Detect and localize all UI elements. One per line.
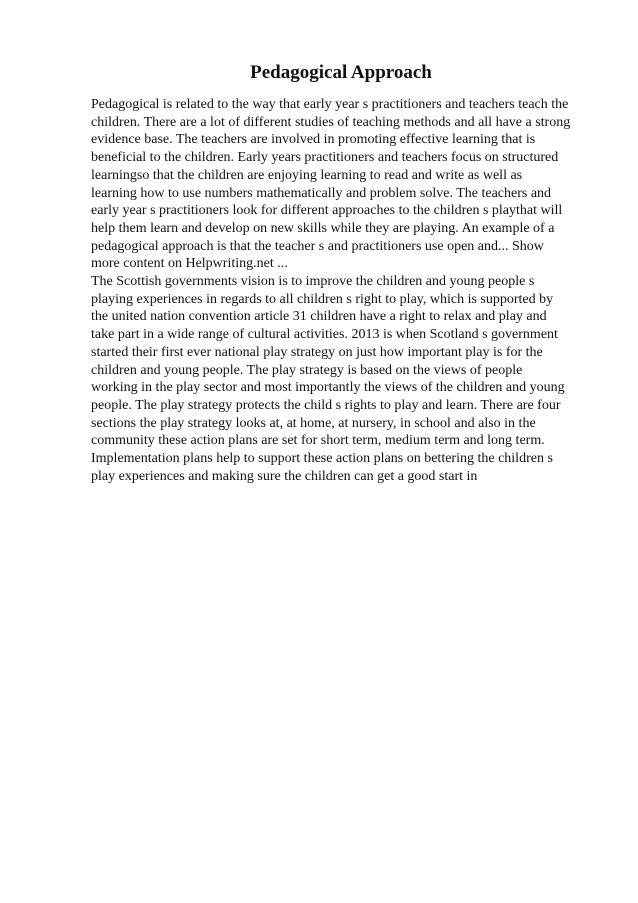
text-line: working in the play sector and most importantly the views of the children and young (91, 380, 565, 396)
text-line: learningso that the children are enjoying learning to read and write as well as (91, 167, 523, 183)
text-line: community these action plans are set for short term, medium term and long term. (91, 433, 545, 449)
document-title: Pedagogical Approach (250, 62, 432, 83)
text-line: take part in a wide range of cultural activities. 2013 is when Scotland s government (91, 327, 558, 343)
text-line: children. There are a lot of different studies of teaching methods and all have a strong (91, 114, 571, 130)
text-line: The Scottish governments vision is to improve the children and young people s (91, 274, 535, 290)
paragraph-2 (91, 273, 611, 485)
text-line: more content on Helpwriting.net ... (91, 256, 288, 272)
document-body (91, 96, 611, 485)
text-line: Pedagogical is related to the way that early year s practitioners and teachers teach the (91, 97, 569, 112)
text-line: people. The play strategy protects the child s rights to play and learn. There are four (91, 397, 561, 413)
text-line: started their first ever national play strategy on just how important play is for the (91, 344, 543, 360)
text-line: beneficial to the children. Early years practitioners and teachers focus on structured (91, 150, 559, 166)
paragraph-1 (91, 96, 611, 273)
text-line: playing experiences in regards to all children s right to play, which is supported by (91, 291, 554, 307)
text-line: the united nation convention article 31 children have a right to relax and play and (91, 309, 547, 325)
text-line: evidence base. The teachers are involved in promoting effective learning that is (91, 132, 536, 148)
text-line: children and young people. The play strategy is based on the views of people (91, 362, 523, 378)
text-line: help them learn and develop on new skills while they are playing. An example of a (91, 220, 555, 236)
text-line: early year s practitioners look for different approaches to the children s playthat will (91, 203, 563, 219)
text-line: Implementation plans help to support these action plans on bettering the children s (91, 451, 553, 467)
text-line: sections the play strategy looks at, at home, at nursery, in school and also in the (91, 415, 536, 431)
text-line: learning how to use numbers mathematically and problem solve. The teachers and (91, 185, 552, 201)
text-line: play experiences and making sure the children can get a good start in (91, 468, 478, 484)
text-line: pedagogical approach is that the teacher s and practitioners use open and... Show (91, 238, 544, 254)
